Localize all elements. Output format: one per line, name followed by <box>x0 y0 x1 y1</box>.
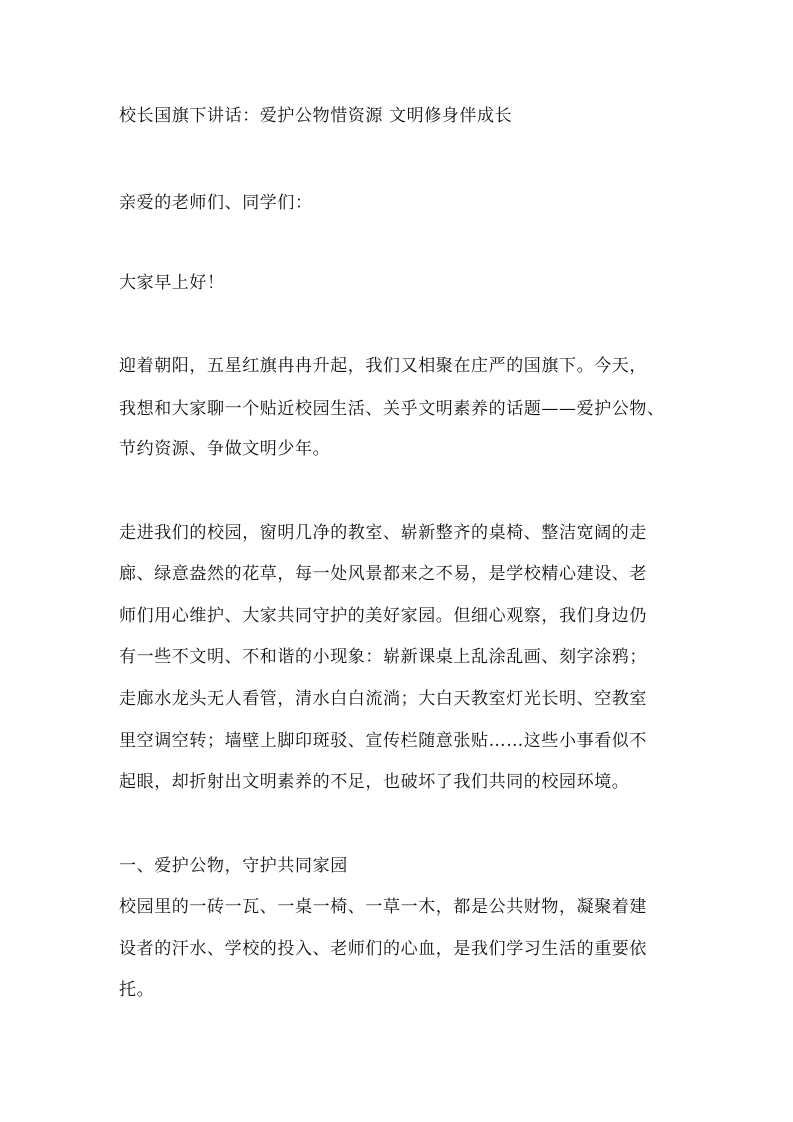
paragraph-2-line-2: 廊、绿意盎然的花草，每一处风景都来之不易，是学校精心建设、老 <box>119 564 647 584</box>
paragraph-2-line-7: 起眼，却折射出文明素养的不足，也破坏了我们共同的校园环境。 <box>119 772 630 792</box>
greeting: 亲爱的老师们、同学们： <box>119 193 313 213</box>
section-1-line-2: 设者的汗水、学校的投入、老师们的心血，是我们学习生活的重要依 <box>119 939 647 959</box>
paragraph-2-line-6: 里空调空转；墙壁上脚印斑驳、宣传栏随意张贴……这些小事看似不 <box>119 731 647 751</box>
section-1-line-3: 托。 <box>119 980 155 1000</box>
paragraph-1-line-3: 节约资源、争做文明少年。 <box>119 439 331 459</box>
paragraph-2-line-4: 有一些不文明、不和谐的小现象：崭新课桌上乱涂乱画、刻字涂鸦； <box>119 647 647 667</box>
paragraph-2-line-1: 走进我们的校园，窗明几净的教室、崭新整齐的桌椅、整洁宽阔的走 <box>119 523 647 543</box>
paragraph-1-line-1: 迎着朝阳，五星红旗冉冉升起，我们又相聚在庄严的国旗下。今天， <box>119 356 647 376</box>
paragraph-1-line-2: 我想和大家聊一个贴近校园生活、关乎文明素养的话题——爱护公物、 <box>119 399 665 419</box>
section-1-line-1: 校园里的一砖一瓦、一桌一椅、一草一木，都是公共财物，凝聚着建 <box>119 897 647 917</box>
paragraph-2-line-3: 师们用心维护、大家共同守护的美好家园。但细心观察，我们身边仍 <box>119 606 647 626</box>
paragraph-2-line-5: 走廊水龙头无人看管，清水白白流淌；大白天教室灯光长明、空教室 <box>119 689 647 709</box>
salutation: 大家早上好！ <box>119 273 225 293</box>
section-1-heading: 一、爱护公物，守护共同家园 <box>119 856 348 876</box>
document-title: 校长国旗下讲话：爱护公物惜资源 文明修身伴成长 <box>119 106 513 126</box>
